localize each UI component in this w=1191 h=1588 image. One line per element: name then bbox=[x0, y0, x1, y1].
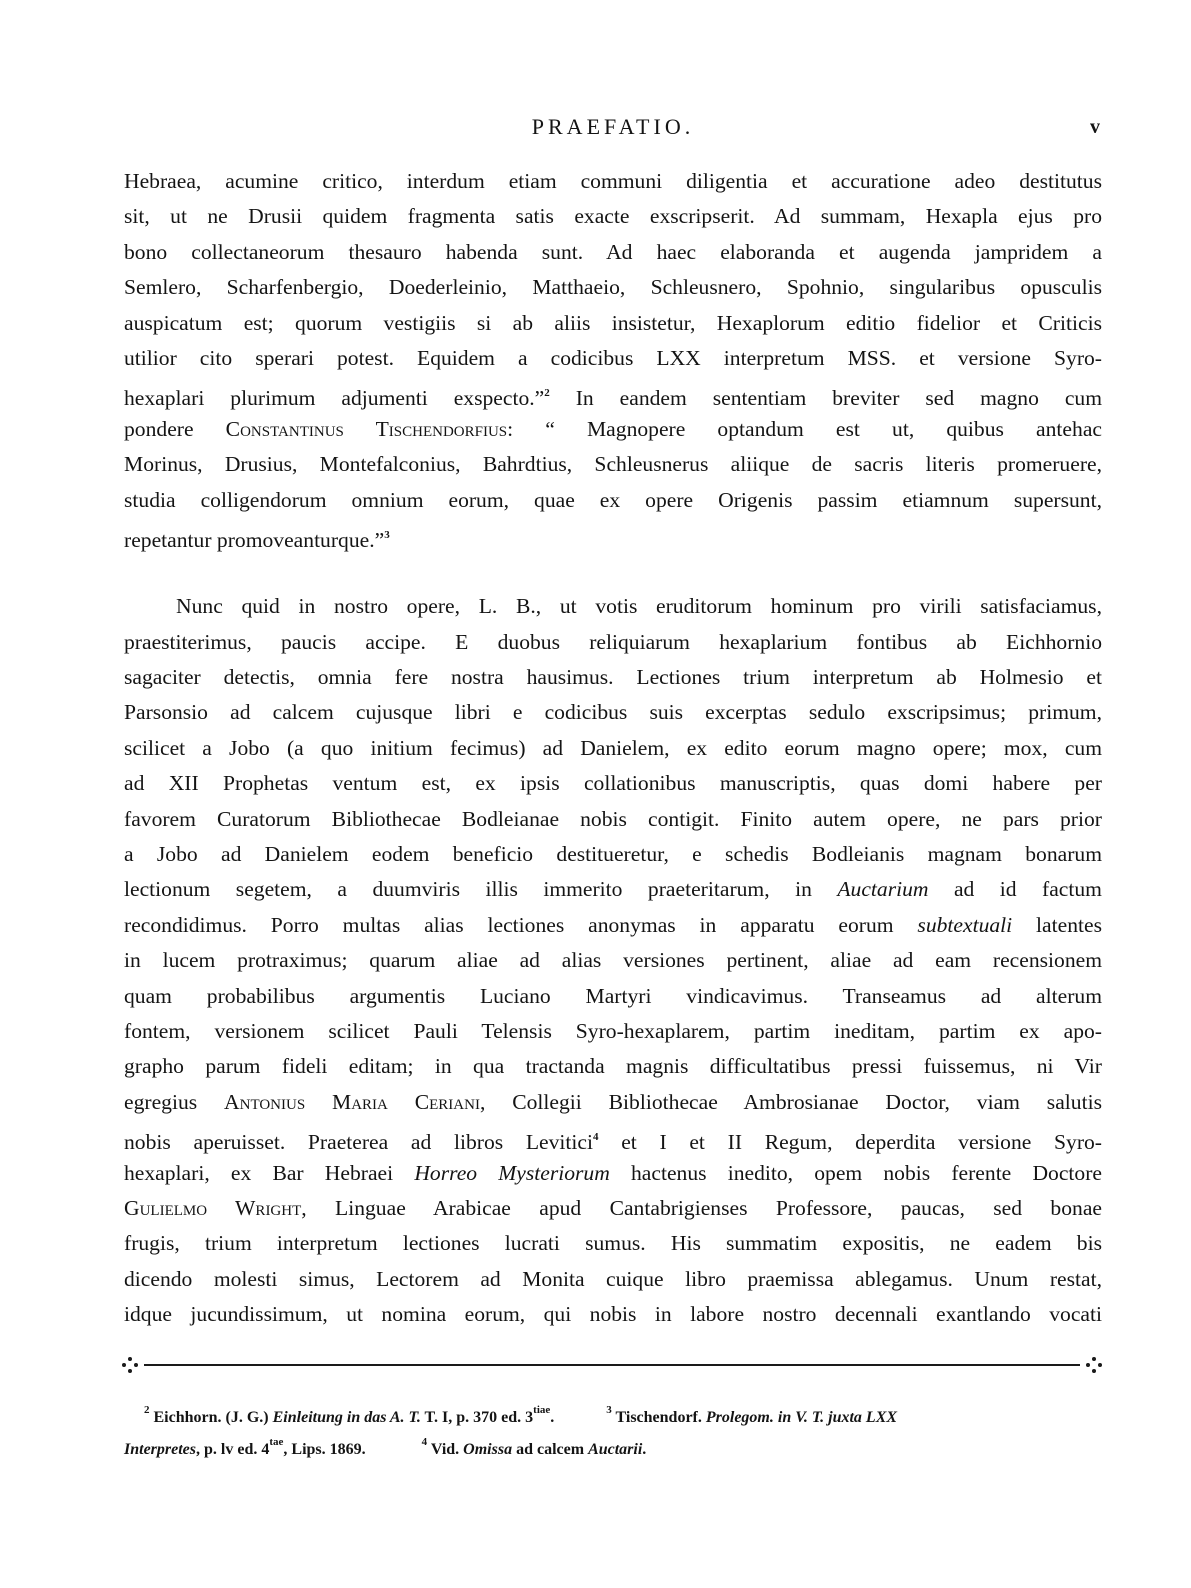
footnote-2-ordinal: tiae bbox=[533, 1404, 551, 1416]
running-title: PRAEFATIO. bbox=[531, 114, 695, 139]
text-run: latentes bbox=[1012, 912, 1102, 937]
text-line: bono collectaneorum thesauro habenda sunt. Ad haec elaboranda et augenda jampridem a bbox=[124, 239, 1102, 264]
text-line bbox=[124, 412, 1102, 447]
paragraph-1 bbox=[124, 164, 1102, 553]
text-run: In eandem sententiam breviter sed magno cum bbox=[549, 386, 1102, 411]
footnote-line bbox=[124, 1430, 1102, 1462]
footnote-2-title: Einleitung in das A. T. bbox=[272, 1409, 421, 1426]
footnote-4-text: . bbox=[642, 1441, 647, 1458]
italic-title-auctarium: Auctarium bbox=[837, 877, 929, 902]
text-line: sit, ut ne Drusii quidem fragmenta satis exacte exscripserit. Ad summam, Hexapla ejus pro bbox=[124, 204, 1102, 229]
footnote-3-text: , p. lv ed. 4 bbox=[196, 1441, 270, 1458]
text-line: in lucem protraximus; quarum aliae ad alias versiones pertinent, aliae ad eam recensionem bbox=[124, 948, 1102, 973]
text-run: pondere bbox=[124, 416, 226, 441]
author-name-tischendorf: Constantinus Tischendorfius bbox=[225, 416, 508, 441]
text-run: : “ Magnopere optandum est ut, quibus antehac bbox=[507, 416, 1102, 441]
text-line bbox=[124, 1156, 1102, 1191]
text-run: lectionum segetem, a duumviris illis immerito praeteritarum, in bbox=[124, 877, 838, 902]
footnote-3-ordinal: tae bbox=[269, 1436, 284, 1448]
text-line: frugis, trium interpretum lectiones lucrati sumus. His summatim expositis, ne eadem bis bbox=[124, 1231, 1102, 1256]
text-line: utilior cito sperari potest. Equidem a codicibus LXX interpretum MSS. et versione Syro- bbox=[124, 345, 1102, 370]
footnote-ref-4[interactable]: 4 bbox=[593, 1131, 599, 1144]
text-line bbox=[124, 872, 1102, 907]
footnote-4-title: Auctarii bbox=[588, 1441, 643, 1458]
body-text bbox=[124, 164, 1102, 1333]
footnote-3-title: Interpretes bbox=[124, 1441, 196, 1458]
horizontal-divider bbox=[144, 1364, 1080, 1366]
author-name-wright: Gulielmo Wright bbox=[124, 1195, 302, 1220]
text-line: sagaciter detectis, omnia fere nostra hausimus. Lectiones trium interpretum ab Holmesio et bbox=[124, 665, 1102, 690]
footnote-mark-3: 3 bbox=[606, 1404, 612, 1416]
paragraph-gap bbox=[124, 553, 1102, 589]
footnote-3-title: Prolegom. in V. T. juxta LXX bbox=[705, 1409, 898, 1426]
text-line: Semlero, Scharfenbergio, Doederleinio, Matthaeio, Schleusnero, Spohnio, singularibus opusculis bbox=[124, 275, 1102, 300]
text-line: favorem Curatorum Bibliothecae Bodleianae nobis contigit. Finito autem opere, ne pars prior bbox=[124, 806, 1102, 831]
text-line: praestiterimus, paucis accipe. E duobus reliquiarum hexaplarium fontibus ab Eichhornio bbox=[124, 629, 1102, 654]
text-line bbox=[124, 518, 1102, 553]
text-run: , Linguae Arabicae apud Cantabrigienses Professore, paucas, sed bonae bbox=[301, 1195, 1102, 1220]
text-line: studia colligendorum omnium eorum, quae ex opere Origenis passim etiamnum supersunt, bbox=[124, 487, 1102, 512]
footnote-4-title: Omissa bbox=[463, 1441, 513, 1458]
text-line bbox=[124, 1191, 1102, 1226]
footnote-ref-2[interactable]: 2 bbox=[544, 387, 550, 400]
text-run: hexaplari, ex Bar Hebraei bbox=[124, 1160, 415, 1185]
text-line: ad XII Prophetas ventum est, ex ipsis collationibus manuscriptis, quas domi habere per bbox=[124, 771, 1102, 796]
text-line: a Jobo ad Danielem eodem beneficio destitueretur, e schedis Bodleianis magnam bonarum bbox=[124, 842, 1102, 867]
ornament-dots-icon bbox=[122, 1357, 138, 1373]
text-line: dicendo molesti simus, Lectorem ad Monita cuique libro praemissa ablegamus. Unum restat, bbox=[124, 1266, 1102, 1291]
text-line: Nunc quid in nostro opere, L. B., ut votis eruditorum hominum pro virili satisfaciamus, bbox=[176, 594, 1102, 619]
footnote-line bbox=[124, 1398, 1102, 1430]
text-run: , Collegii Bibliothecae Ambrosianae Doctor, viam salutis bbox=[479, 1089, 1102, 1114]
text-run: et I et II Regum, deperdita versione Syro- bbox=[598, 1130, 1102, 1155]
text-line: idque jucundissimum, ut nomina eorum, qui nobis in labore nostro decennali exantlando vocati bbox=[124, 1302, 1102, 1327]
text-run: ad id factum bbox=[928, 877, 1102, 902]
footnotes bbox=[124, 1398, 1102, 1462]
author-name-ceriani: Antonius Maria Ceriani bbox=[224, 1089, 480, 1114]
footnote-rule bbox=[122, 1357, 1102, 1373]
footnote-3-text: Tischendorf. bbox=[615, 1409, 706, 1426]
text-line bbox=[124, 908, 1102, 943]
footnote-ref-3[interactable]: 3 bbox=[384, 528, 390, 541]
footnote-3-text: , Lips. 1869. bbox=[283, 1441, 366, 1458]
text-run: repetantur promoveanturque.” bbox=[124, 527, 385, 552]
italic-title-horreo: Horreo Mysteriorum bbox=[414, 1160, 610, 1185]
text-line: Parsonsio ad calcem cujusque libri e codicibus suis excerptas sedulo exscripsimus; primum, bbox=[124, 700, 1102, 725]
text-run: hactenus inedito, opem nobis ferente Doctore bbox=[609, 1160, 1102, 1185]
text-line: grapho parum fideli editam; in qua tractanda magnis difficultatibus pressi fuissemus, ni Vir bbox=[124, 1054, 1102, 1079]
footnote-4-text: ad calcem bbox=[512, 1441, 589, 1458]
page-number: v bbox=[1090, 116, 1100, 138]
text-line bbox=[124, 1085, 1102, 1120]
text-run: recondidimus. Porro multas alias lectiones anonymas in apparatu eorum bbox=[124, 912, 918, 937]
footnote-mark-4: 4 bbox=[421, 1436, 428, 1448]
footnote-4-text: Vid. bbox=[430, 1441, 464, 1458]
text-line: fontem, versionem scilicet Pauli Telensis Syro-hexaplarem, partim ineditam, partim ex apo- bbox=[124, 1018, 1102, 1043]
text-line: scilicet a Jobo (a quo initium fecimus) ad Danielem, ex edito eorum magno opere; mox, cum bbox=[124, 735, 1102, 760]
text-run: egregius bbox=[124, 1089, 225, 1114]
text-line: auspicatum est; quorum vestigiis si ab aliis insistetur, Hexaplorum editio fidelior et Criticis bbox=[124, 310, 1102, 335]
text-line: Morinus, Drusius, Montefalconius, Bahrdtius, Schleusnerus aliique de sacris literis promeruere, bbox=[124, 452, 1102, 477]
footnote-2-text: Eichhorn. (J. G.) bbox=[153, 1409, 273, 1426]
text-line bbox=[124, 376, 1102, 411]
paragraph-2 bbox=[124, 589, 1102, 1332]
footnote-2-text: . bbox=[550, 1409, 555, 1426]
page-header bbox=[124, 114, 1102, 144]
text-run: nobis aperuisset. Praeterea ad libros Levitici bbox=[124, 1130, 594, 1155]
text-line: quam probabilibus argumentis Luciano Martyri vindicavimus. Transeamus ad alterum bbox=[124, 983, 1102, 1008]
footnote-2-text: T. I, p. 370 ed. 3 bbox=[420, 1409, 534, 1426]
text-line bbox=[124, 1120, 1102, 1155]
footnote-mark-2: 2 bbox=[144, 1404, 150, 1416]
ornament-dots-icon bbox=[1086, 1357, 1102, 1373]
italic-term-subtextuali: subtextuali bbox=[917, 912, 1013, 937]
text-line: Hebraea, acumine critico, interdum etiam communi diligentia et accuratione adeo destitutus bbox=[124, 169, 1102, 193]
text-run: hexaplari plurimum adjumenti exspecto.” bbox=[124, 386, 545, 411]
